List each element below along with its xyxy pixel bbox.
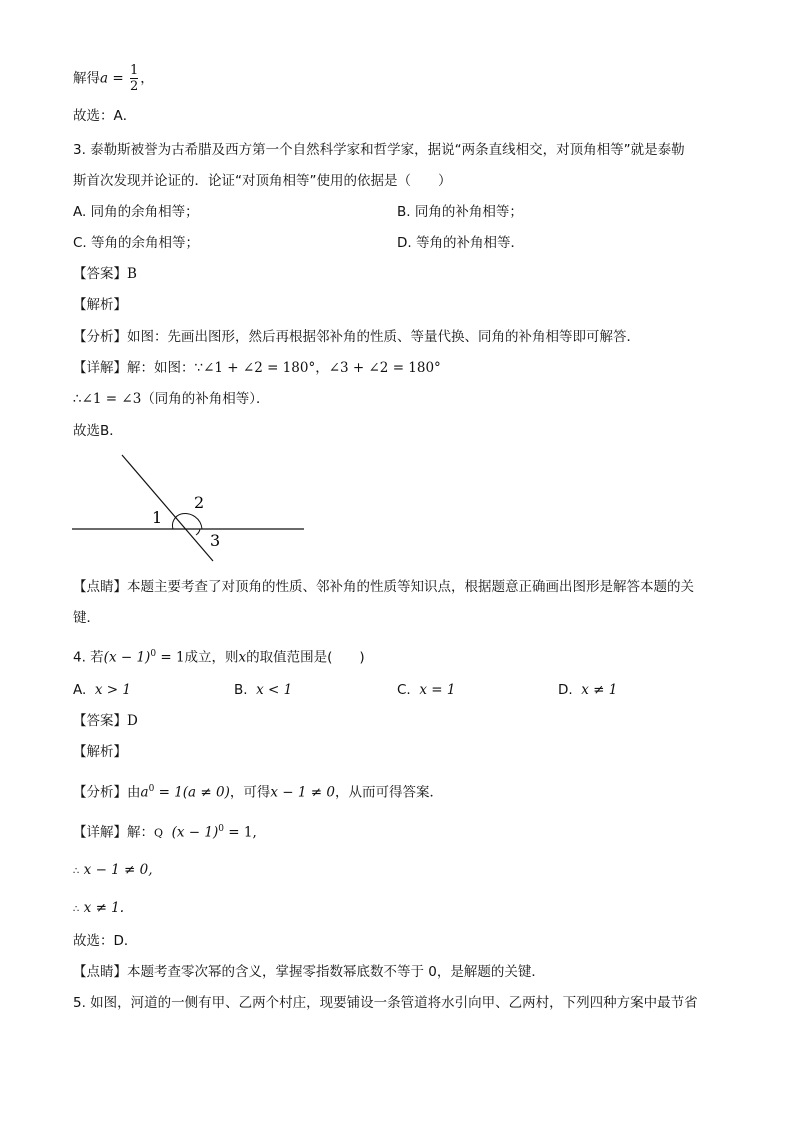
q4-step-2-symbol: ∴ — [73, 904, 80, 915]
q4-dianjing-text: 本题考查零次幂的含义，掌握零指数幂底数不等于 0，是解题的关键． — [127, 964, 545, 980]
q4-option-b-label: B. — [234, 682, 248, 698]
q3-stem-line-2: 斯首次发现并论证的．论证“对顶角相等”使用的依据是（ ） — [73, 173, 452, 189]
intersecting-lines-figure — [60, 445, 320, 570]
q4-step-2-text: x ≠ 1. — [83, 900, 125, 916]
q3-stem-line-1: 3. 泰勒斯被誉为古希腊及西方第一个自然科学家和哲学家，据说“两条直线相交，对顶角相等”就是泰勒 — [73, 142, 685, 158]
q3-therefore-symbol: ∴ — [73, 391, 82, 407]
q4-stem-line — [73, 644, 365, 668]
q3-option-c: C. 等角的余角相等； — [73, 235, 200, 251]
q3-detail-line — [73, 358, 441, 378]
q3-choose-line: 故选B． — [73, 423, 123, 439]
q3-detail-sep: ， — [315, 360, 329, 376]
q4-option-b — [234, 680, 292, 700]
q3-answer-tag: 【答案】 — [73, 266, 127, 282]
q3-option-a: A. 同角的余角相等； — [73, 204, 199, 220]
q4-stem-eq: = 1 — [156, 649, 185, 666]
q4-stem-a: 4. 若 — [73, 649, 104, 666]
q3-fenxi-tag: 【分析】 — [73, 329, 127, 345]
q3-detail-eq1: ∠1 + ∠2 = 180° — [203, 360, 316, 376]
q4-stem-c: 的取值范围是( ) — [246, 649, 365, 666]
q3-option-d: D. 等角的补角相等． — [397, 235, 524, 251]
solve-a-fraction — [130, 63, 138, 94]
solve-a-prefix: 解得 — [73, 70, 100, 87]
q4-fenxi-base: a — [140, 784, 149, 801]
q4-option-a-label: A. — [73, 682, 87, 698]
q3-dianjing-line-2: 键． — [73, 610, 100, 626]
q4-fenxi-tag: 【分析】 — [73, 784, 127, 801]
solve-a-line — [73, 63, 154, 94]
solve-a-eq: = — [108, 70, 128, 87]
q4-fenxi-b: ，可得 — [229, 784, 271, 801]
q4-step-1 — [73, 860, 153, 882]
q5-stem-line-1: 5. 如图，河道的一侧有甲、乙两个村庄，现要铺设一条管道将水引向甲、乙两村，下列四种方案中最节省 — [73, 995, 698, 1011]
angle-label-1: 1 — [152, 508, 163, 527]
q4-detail-line — [73, 819, 257, 844]
q3-therefore-eq: ∠1 = ∠3 — [81, 391, 142, 407]
q3-therefore-reason: （同角的补角相等）． — [141, 391, 270, 407]
q4-detail-sym: Q — [154, 826, 164, 840]
q4-fenxi-c: ，从而可得答案． — [334, 784, 443, 801]
q4-answer-value: D — [127, 713, 138, 729]
q4-choose-line: 故选：D． — [73, 933, 138, 949]
q4-step-1-text: x − 1 ≠ 0, — [83, 862, 153, 878]
q4-option-a-text: x > 1 — [94, 682, 131, 698]
q4-option-a — [73, 680, 131, 700]
q3-dianjing-tag: 【点睛】 — [73, 579, 127, 595]
solve-a-numerator: 1 — [129, 63, 139, 78]
q3-detail-tag: 【详解】 — [73, 360, 127, 376]
q4-fenxi-ineq: x − 1 ≠ 0 — [270, 784, 335, 801]
q4-answer-tag: 【答案】 — [73, 713, 127, 729]
q4-analysis-tag: 【解析】 — [73, 744, 127, 760]
q4-detail-expr: (x − 1) — [171, 824, 219, 841]
q4-option-d-label: D. — [558, 682, 573, 698]
choose-a-line: 故选：A． — [73, 108, 137, 124]
q3-answer-line — [73, 264, 137, 284]
angle-label-2: 2 — [194, 493, 205, 512]
q4-option-c — [397, 680, 455, 700]
q3-therefore-line — [73, 389, 270, 409]
q3-answer-value: B — [127, 266, 137, 282]
q4-fenxi-exp: 0 — [148, 784, 155, 794]
q3-detail-text: 解：如图：∵ — [127, 360, 204, 376]
q3-detail-eq2: ∠3 + ∠2 = 180° — [328, 360, 441, 376]
q4-dianjing-line — [73, 962, 545, 982]
q4-answer-line — [73, 711, 138, 731]
q4-step-1-symbol: ∴ — [73, 866, 80, 877]
q4-fenxi-a: 由 — [127, 784, 141, 801]
q3-fenxi-text: 如图：先画出图形，然后再根据邻补角的性质、等量代换、同角的补角相等即可解答． — [127, 329, 640, 345]
q4-detail-a: 解： — [127, 824, 154, 841]
angle-arc-3 — [196, 529, 200, 535]
q4-option-b-text: x < 1 — [256, 682, 293, 698]
q3-dianjing-line-1 — [73, 577, 694, 597]
solve-a-denominator: 2 — [129, 79, 139, 94]
q3-option-b: B. 同角的补角相等； — [397, 204, 523, 220]
q3-fenxi-line — [73, 327, 640, 347]
angle-label-3: 3 — [210, 531, 221, 550]
solve-a-var: a — [100, 70, 109, 87]
q4-option-c-label: C. — [397, 682, 411, 698]
solve-a-comma: ， — [140, 70, 154, 87]
q4-stem-exp: 0 — [150, 649, 157, 659]
q4-stem-expr: (x − 1) — [103, 649, 151, 666]
q3-dianjing-text: 本题主要考查了对顶角的性质、邻补角的性质等知识点，根据题意正确画出图形是解答本题的关 — [127, 579, 694, 595]
q4-fenxi-cond: = 1(a ≠ 0) — [154, 784, 230, 801]
q4-stem-x: x — [238, 649, 247, 666]
q3-analysis-tag: 【解析】 — [73, 297, 127, 313]
q4-option-d-text: x ≠ 1 — [581, 682, 618, 698]
q4-option-d — [558, 680, 617, 700]
q4-detail-tag: 【详解】 — [73, 824, 127, 841]
q4-detail-eq: = 1, — [224, 824, 257, 841]
q4-fenxi-line — [73, 779, 443, 803]
q4-stem-b: 成立，则 — [184, 649, 239, 666]
q4-dianjing-tag: 【点睛】 — [73, 964, 127, 980]
q4-detail-exp: 0 — [218, 824, 224, 834]
q4-option-c-text: x = 1 — [419, 682, 456, 698]
q4-step-2 — [73, 898, 124, 920]
